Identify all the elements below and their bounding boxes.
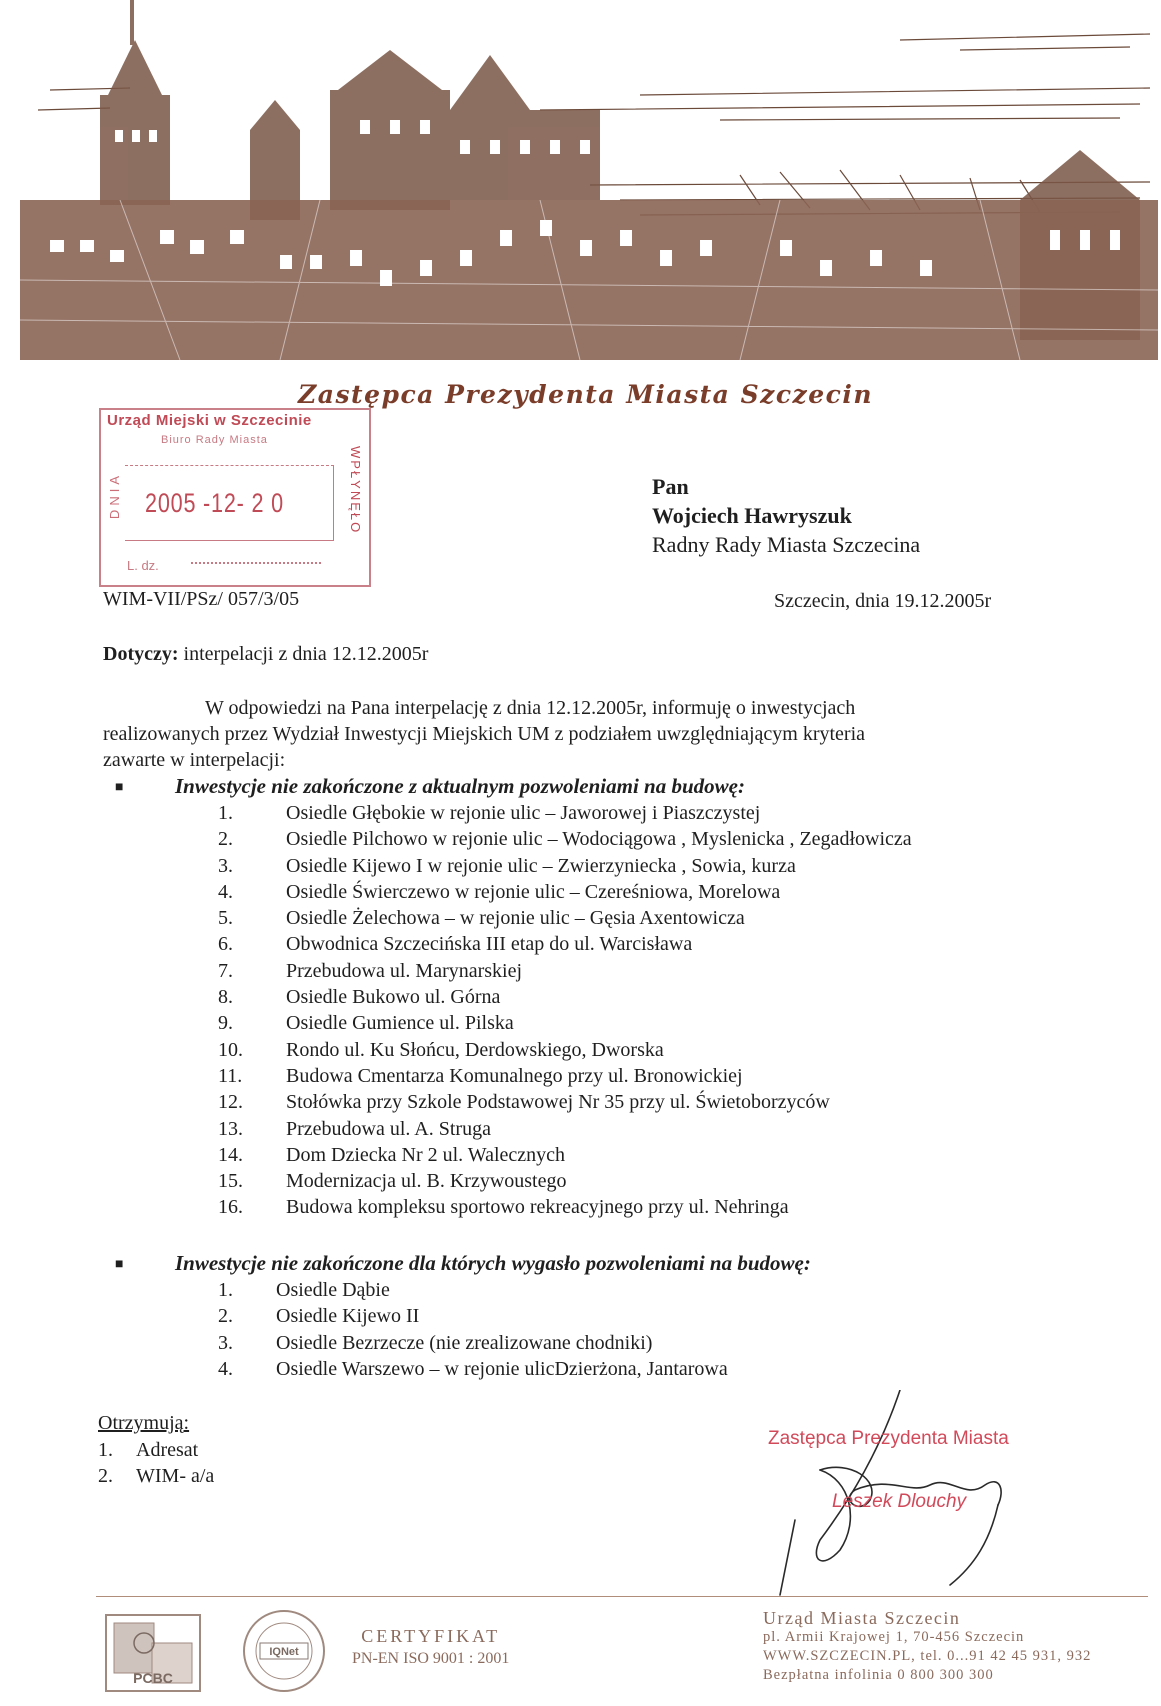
recipient-item <box>98 1463 214 1490</box>
recipients-title: Otrzymują: <box>98 1412 190 1434</box>
certificate-block <box>352 1626 509 1668</box>
list-item-text: Osiedle Świerczewo w rejonie ulic – Czereśniowa, Morelowa <box>286 880 781 903</box>
stamp-date-box <box>125 465 334 541</box>
list-item-text: Osiedle Bukowo ul. Górna <box>286 986 501 1009</box>
list-item-number: 5. <box>218 907 233 930</box>
list-item <box>218 1356 728 1382</box>
list-item-text: Przebudowa ul. Marynarskiej <box>286 959 523 982</box>
section-1-heading <box>115 774 745 799</box>
footer-divider <box>96 1596 1148 1597</box>
list-item-number: 4. <box>218 1357 233 1380</box>
recipient-text: Adresat <box>136 1438 199 1461</box>
list-item-text: Przebudowa ul. A. Struga <box>286 1117 491 1140</box>
footer-office-name: Urząd Miasta Szczecin <box>763 1608 961 1628</box>
intro-line-2: realizowanych przez Wydział Inwestycji Miejskich UM z podziałem uwzględniającym kryteria <box>103 723 866 745</box>
footer-office-web: WWW.SZCZECIN.PL, tel. 0...91 42 45 931, 932 <box>763 1648 1092 1664</box>
section-2-heading-text: Inwestycje nie zakończone dla których wygasło pozwoleniami na budowę: <box>175 1251 811 1275</box>
list-item-number: 1. <box>218 1279 233 1301</box>
intro-line-1: W odpowiedzi na Pana interpelację z dnia 12.12.2005r, informuję o inwestycjach <box>205 697 856 719</box>
list-item-number: 2. <box>218 828 233 851</box>
list-item <box>218 1277 728 1303</box>
list-item-number: 15. <box>218 1170 243 1193</box>
list-item-text: Budowa kompleksu sportowo rekreacyjnego przy ul. Nehringa <box>286 1196 789 1219</box>
bullet-icon: ■ <box>115 780 124 796</box>
list-item-text: Budowa Cmentarza Komunalnego przy ul. Bronowickiej <box>286 1064 743 1087</box>
list-item <box>218 931 912 957</box>
list-item <box>218 826 912 852</box>
addressee-block <box>652 472 920 559</box>
list-item <box>218 1330 728 1356</box>
intro-line-3: zawarte w interpelacji: <box>103 749 286 771</box>
section-1-heading-text: Inwestycje nie zakończone z aktualnym pozwoleniami na budowę: <box>175 774 745 798</box>
reference-number: WIM-VII/PSz/ 057/3/05 <box>103 588 300 610</box>
list-item-number: 3. <box>218 854 233 877</box>
list-item-number: 13. <box>218 1117 243 1140</box>
list-item <box>218 853 912 879</box>
stamp-dotted-line <box>191 562 321 564</box>
footer-office-block <box>763 1609 1091 1685</box>
list-item <box>218 1142 912 1168</box>
recipient-number: 1. <box>98 1438 113 1461</box>
list-item-number: 1. <box>218 802 233 824</box>
list-item <box>218 1037 912 1063</box>
list-item-number: 14. <box>218 1143 243 1166</box>
list-item-number: 12. <box>218 1091 243 1114</box>
subject-label: Dotyczy: <box>103 643 179 665</box>
list-item-text: Osiedle Żelechowa – w rejonie ulic – Gęsia Axentowicza <box>286 907 745 930</box>
footer-office-infoline: Bezpłatna infolinia 0 800 300 300 <box>763 1667 994 1683</box>
recipient-item <box>98 1437 214 1464</box>
pcbc-certification-logo <box>104 1613 202 1693</box>
addressee-name: Wojciech Hawryszuk <box>652 503 852 528</box>
iqnet-label: IQNet <box>269 1646 299 1658</box>
list-item <box>218 1194 912 1220</box>
list-item-number: 2. <box>218 1305 233 1328</box>
stamp-wplynelo-label: WPŁYNĘŁO <box>348 446 363 535</box>
addressee-role: Radny Rady Miasta Szczecina <box>652 532 921 557</box>
list-item-number: 6. <box>218 933 233 956</box>
footer-office-address: pl. Armii Krajowej 1, 70-456 Szczecin <box>763 1629 1025 1645</box>
list-item-number: 4. <box>218 880 233 903</box>
list-item <box>218 984 912 1010</box>
receipt-stamp <box>99 408 371 587</box>
signature-name-stamp: Leszek Dlouchy <box>832 1491 967 1512</box>
list-item-number: 10. <box>218 1038 243 1061</box>
list-item-number: 11. <box>218 1064 243 1087</box>
list-item-number: 9. <box>218 1012 233 1035</box>
list-item <box>218 1063 912 1089</box>
list-item-text: Osiedle Warszewo – w rejonie ulicDzierżona, Jantarowa <box>276 1357 728 1380</box>
pcbc-label: PCBC <box>133 1670 173 1686</box>
list-item <box>218 905 912 931</box>
letterhead-title: Zastępca Prezydenta Miasta Szczecin <box>298 380 874 409</box>
recipients-block <box>98 1410 214 1490</box>
stamp-date: 2005 -12- 2 0 <box>145 488 284 518</box>
list-item-text: Obwodnica Szczecińska III etap do ul. Warcisława <box>286 933 693 956</box>
list-item <box>218 1010 912 1036</box>
list-item <box>218 1089 912 1115</box>
certificate-standard: PN-EN ISO 9001 : 2001 <box>352 1650 510 1667</box>
addressee-salutation: Pan <box>652 474 689 499</box>
list-item-text: Stołówka przy Szkole Podstawowej Nr 35 przy ul. Świetoborzyców <box>286 1091 830 1114</box>
subject-line <box>103 643 428 666</box>
stamp-dnia-label: DNIA <box>107 472 122 520</box>
list-item-text: Osiedle Głębokie w rejonie ulic – Jaworowej i Piaszczystej <box>286 802 761 824</box>
list-item-text: Osiedle Kijewo I w rejonie ulic – Zwierzyniecka , Sowia, kurza <box>286 854 796 877</box>
list-item-text: Osiedle Gumience ul. Pilska <box>286 1012 514 1035</box>
bullet-icon: ■ <box>115 1257 124 1273</box>
stamp-ldz-label: L. dz. <box>127 558 159 573</box>
section-2-list <box>218 1277 728 1382</box>
subject-text: interpelacji z dnia 12.12.2005r <box>178 643 429 665</box>
city-panorama-illustration <box>20 0 1158 372</box>
place-date: Szczecin, dnia 19.12.2005r <box>774 590 992 612</box>
list-item <box>218 1116 912 1142</box>
list-item <box>218 1168 912 1194</box>
list-item-text: Osiedle Pilchowo w rejonie ulic – Wodociągowa , Myslenicka , Zegadłowicza <box>286 828 912 851</box>
signature-title-stamp: Zastępca Prezydenta Miasta <box>768 1428 1009 1449</box>
list-item <box>218 958 912 984</box>
list-item-number: 7. <box>218 959 233 982</box>
intro-paragraph <box>103 695 1033 773</box>
list-item-text: Modernizacja ul. B. Krzywoustego <box>286 1170 567 1193</box>
recipient-number: 2. <box>98 1465 113 1487</box>
list-item-number: 3. <box>218 1331 233 1354</box>
certificate-label: CERTYFIKAT <box>361 1626 501 1646</box>
section-2-heading <box>115 1251 811 1276</box>
list-item-text: Osiedle Kijewo II <box>276 1305 420 1328</box>
recipient-text: WIM- a/a <box>136 1465 215 1487</box>
list-item-text: Osiedle Bezrzecze (nie zrealizowane chodniki) <box>276 1331 653 1354</box>
stamp-office-sub: Biuro Rady Miasta <box>161 434 268 446</box>
list-item <box>218 800 912 826</box>
list-item-text: Osiedle Dąbie <box>276 1279 390 1301</box>
iqnet-certification-logo <box>240 1607 328 1695</box>
section-1-list <box>218 800 912 1221</box>
list-item-text: Dom Dziecka Nr 2 ul. Walecznych <box>286 1143 566 1166</box>
list-item <box>218 1303 728 1329</box>
list-item <box>218 879 912 905</box>
list-item-text: Rondo ul. Ku Słońcu, Derdowskiego, Dworska <box>286 1038 664 1061</box>
list-item-number: 8. <box>218 986 233 1009</box>
stamp-office-name: Urząd Miejski w Szczecinie <box>107 412 312 429</box>
list-item-number: 16. <box>218 1196 243 1219</box>
